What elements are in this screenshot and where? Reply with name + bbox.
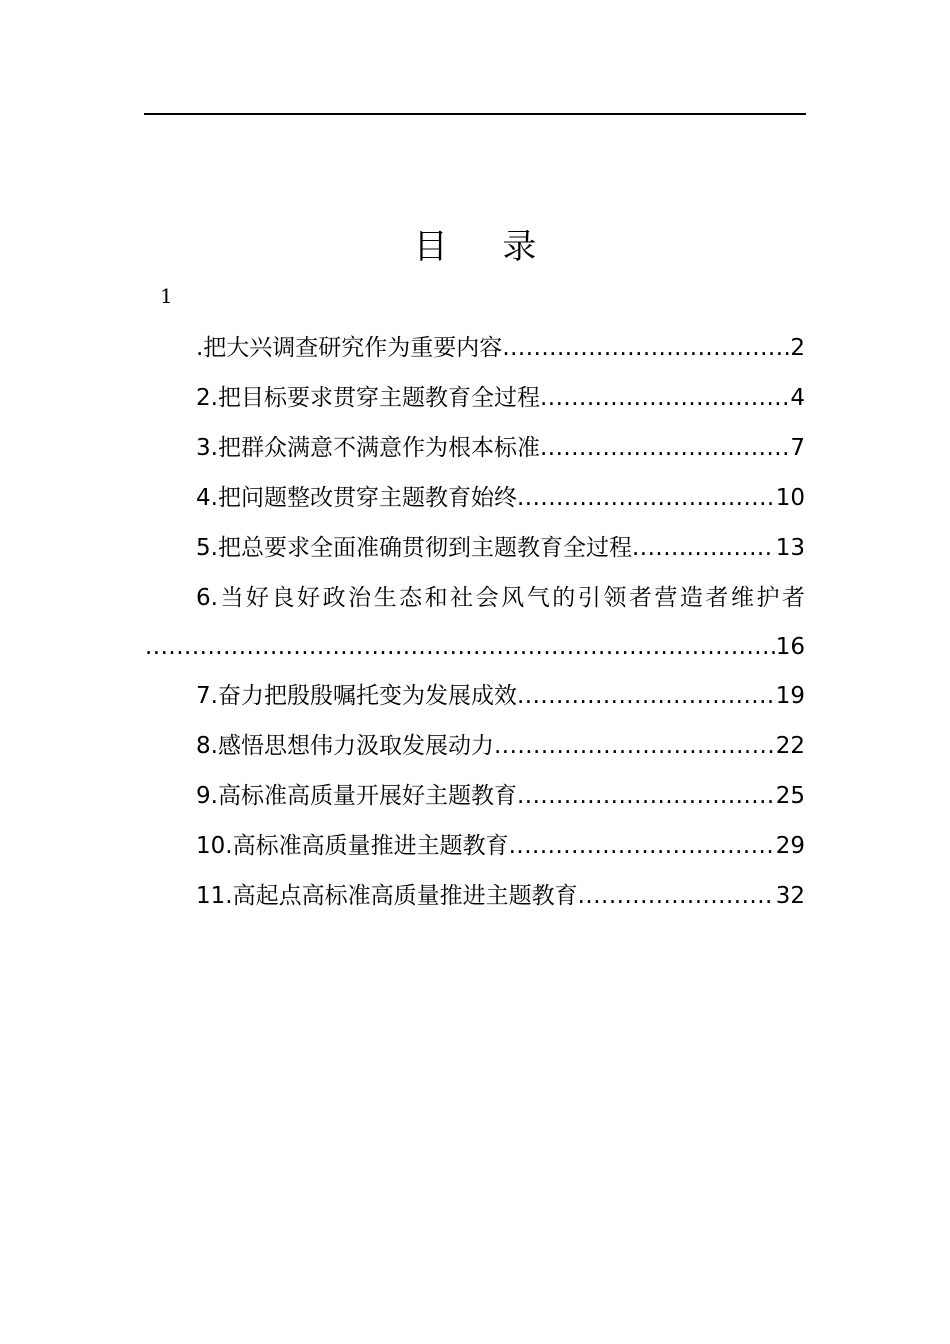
toc-leader-dots	[517, 473, 775, 523]
toc-leader-dots	[494, 721, 775, 771]
toc-entry[interactable]	[145, 573, 805, 671]
toc-entry-page: 2	[790, 335, 805, 361]
toc-leader-dots	[540, 423, 789, 473]
toc-entry-text: 4.把问题整改贯穿主题教育始终	[196, 485, 517, 511]
toc-entry[interactable]	[145, 423, 805, 473]
toc-leader-dots	[517, 671, 775, 721]
toc-entry-text: 7.奋力把殷殷嘱托变为发展成效	[196, 683, 517, 709]
toc-leader-dots	[578, 871, 775, 921]
toc-entry-page: 10	[775, 485, 805, 511]
toc-entry-text: 11.高起点高标准高质量推进主题教育	[196, 883, 578, 909]
toc-entry[interactable]	[145, 523, 805, 573]
toc-entry-page: 25	[775, 783, 805, 809]
toc-entry-text: 8.感悟思想伟力汲取发展动力	[196, 733, 494, 759]
toc-entry[interactable]	[145, 871, 805, 921]
toc-entry-page: 19	[775, 683, 805, 709]
toc-entry-text: 2.把目标要求贯穿主题教育全过程	[196, 385, 540, 411]
toc-entry[interactable]	[145, 373, 805, 423]
header-rule	[144, 113, 806, 115]
toc-entry-page: 13	[775, 535, 805, 561]
toc-entry[interactable]	[145, 671, 805, 721]
toc-entry[interactable]	[145, 473, 805, 523]
toc-entry-page: 4	[790, 385, 805, 411]
toc-entry-text: 10.高标准高质量推进主题教育	[196, 833, 509, 859]
toc-leader-dots	[502, 323, 789, 373]
table-of-contents	[145, 323, 805, 921]
toc-entry-page: 16	[775, 634, 805, 660]
toc-leader-dots	[517, 771, 775, 821]
toc-entry[interactable]	[145, 323, 805, 373]
toc-entry[interactable]	[145, 771, 805, 821]
toc-leader-dots	[509, 821, 775, 871]
toc-entry-page: 22	[775, 733, 805, 759]
toc-entry-text: 5.把总要求全面准确贯彻到主题教育全过程	[196, 535, 632, 561]
toc-entry[interactable]	[145, 821, 805, 871]
toc-entry-page: 29	[775, 833, 805, 859]
toc-entry[interactable]	[145, 721, 805, 771]
toc-entry-text: 3.把群众满意不满意作为根本标准	[196, 435, 540, 461]
toc-entry-continuation	[145, 623, 805, 671]
toc-entry-text: .把大兴调查研究作为重要内容	[196, 335, 503, 361]
toc-leader-dots	[145, 623, 775, 671]
toc-entry-page: 32	[775, 883, 805, 909]
toc-entry-text: 9.高标准高质量开展好主题教育	[196, 783, 517, 809]
toc-leader-dots	[632, 523, 775, 573]
toc-title: 目 录	[413, 227, 559, 267]
toc-entry-text: 6.当好良好政治生态和社会风气的引领者营造者维护者	[196, 585, 805, 611]
stray-number: 1	[160, 284, 173, 308]
toc-entry-page: 7	[790, 435, 805, 461]
toc-leader-dots	[540, 373, 789, 423]
